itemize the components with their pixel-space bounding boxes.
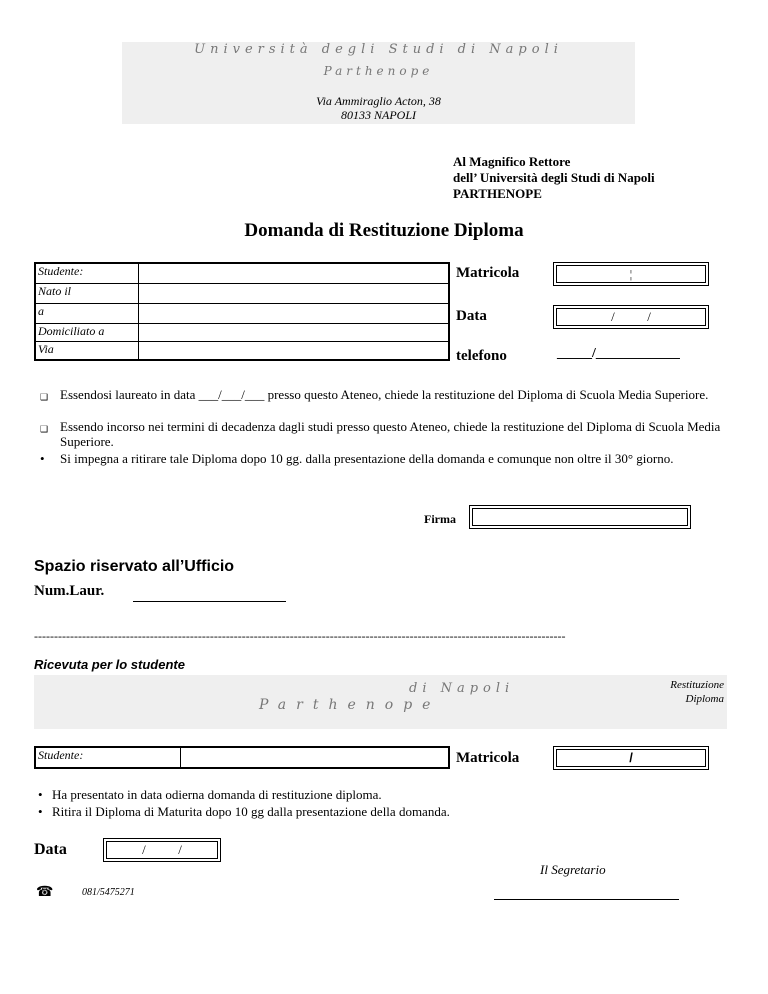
receipt-matricola-label: Matricola: [456, 750, 520, 766]
address-line-2: 80133 NAPOLI: [341, 108, 416, 122]
receipt-item-1: Ha presentato in data odierna domanda di restituzione diploma.: [52, 787, 382, 802]
firma-box[interactable]: [469, 505, 691, 529]
student-data-table: [34, 262, 450, 361]
request-text-3: Si impegna a ritirare tale Diploma dopo 10 gg. dalla presentazione della domanda e comunque non oltre il 30° giorno.: [60, 451, 674, 466]
receipt-list: [38, 787, 738, 823]
address-line-1: Via Ammiraglio Acton, 38: [316, 94, 441, 108]
data-label: Data: [456, 308, 487, 324]
data-box[interactable]: / /: [553, 305, 709, 329]
telefono-field[interactable]: _____/____________: [557, 346, 680, 361]
num-laur-label: Num.Laur.: [34, 583, 105, 599]
receipt-student-table: [34, 746, 450, 769]
field-input-luogo[interactable]: [139, 304, 450, 324]
receipt-label-line-2: Diploma: [685, 693, 724, 705]
university-name-script: Università degli Studi di Napoli: [194, 42, 563, 57]
matricola-label: Matricola: [456, 265, 520, 281]
receipt-matricola-box[interactable]: /: [553, 746, 709, 770]
bullet-icon: •: [40, 451, 45, 466]
receipt-script-parthenope: Parthenope: [259, 697, 441, 713]
university-header: [122, 42, 635, 124]
field-label-domiciliato: Domiciliato a: [35, 324, 139, 342]
request-text-2: Essendo incorso nei termini di decadenza dagli studi presso questo Ateneo, chiede la restituzione del Diploma di Scuola Media Superiore.: [60, 419, 721, 449]
receipt-item-2: Ritira il Diploma di Maturita dopo 10 gg dalla presentazione della domanda.: [52, 804, 450, 819]
matricola-box[interactable]: ¦: [553, 262, 709, 286]
office-section-title: Spazio riservato all’Ufficio: [34, 558, 235, 575]
secretary-signature-line[interactable]: [494, 899, 679, 900]
telephone-icon: ☎: [36, 885, 54, 900]
checkbox-icon[interactable]: ❑: [40, 424, 49, 434]
receipt-script-di-napoli: di Napoli: [409, 681, 515, 696]
phone-number: 081/5475271: [82, 887, 135, 898]
recipient-line-1: Al Magnifico Rettore: [453, 154, 571, 169]
bullet-icon: •: [38, 787, 43, 802]
bullet-icon: •: [38, 804, 43, 819]
field-label-via: Via: [35, 342, 139, 361]
field-label-luogo: a: [35, 304, 139, 324]
field-input-via[interactable]: [139, 342, 450, 361]
request-text-1: Essendosi laureato in data ___/___/___ presso questo Ateneo, chiede la restituzione del Diploma di Scuola Media Superiore.: [60, 387, 709, 402]
list-item: [38, 804, 738, 820]
receipt-header-band: [34, 675, 727, 729]
recipient-line-2: dell’ Università degli Studi di Napoli: [453, 170, 655, 185]
checkbox-icon[interactable]: ❑: [40, 392, 49, 402]
parthenope-script: Parthenope: [323, 64, 434, 78]
field-label-studente: Studente:: [35, 263, 139, 284]
list-item: [38, 787, 738, 803]
receipt-label-line-1: Restituzione: [670, 679, 724, 691]
list-item: [40, 451, 760, 483]
list-item: [40, 419, 760, 451]
field-input-nato-il[interactable]: [139, 284, 450, 304]
field-input-domiciliato[interactable]: [139, 324, 450, 342]
request-list: [40, 387, 760, 487]
field-input-studente[interactable]: [139, 263, 450, 284]
receipt-data-box[interactable]: / /: [103, 838, 221, 862]
receipt-field-input-studente[interactable]: [181, 747, 450, 768]
receipt-title: Ricevuta per lo studente: [34, 657, 185, 672]
num-laur-field[interactable]: [133, 601, 286, 602]
receipt-field-label-studente: Studente:: [35, 747, 181, 768]
receipt-data-label: Data: [34, 841, 67, 858]
secretary-label: Il Segretario: [540, 862, 606, 877]
form-title: Domanda di Restituzione Diploma: [244, 220, 524, 241]
firma-label: Firma: [424, 512, 456, 526]
recipient-line-3: PARTHENOPE: [453, 186, 542, 201]
field-label-nato-il: Nato il: [35, 284, 139, 304]
list-item: [40, 387, 760, 419]
cut-separator: -------------------------------------------------------------------------------------------------------------------------------------: [34, 629, 566, 643]
telefono-label: telefono: [456, 348, 507, 364]
